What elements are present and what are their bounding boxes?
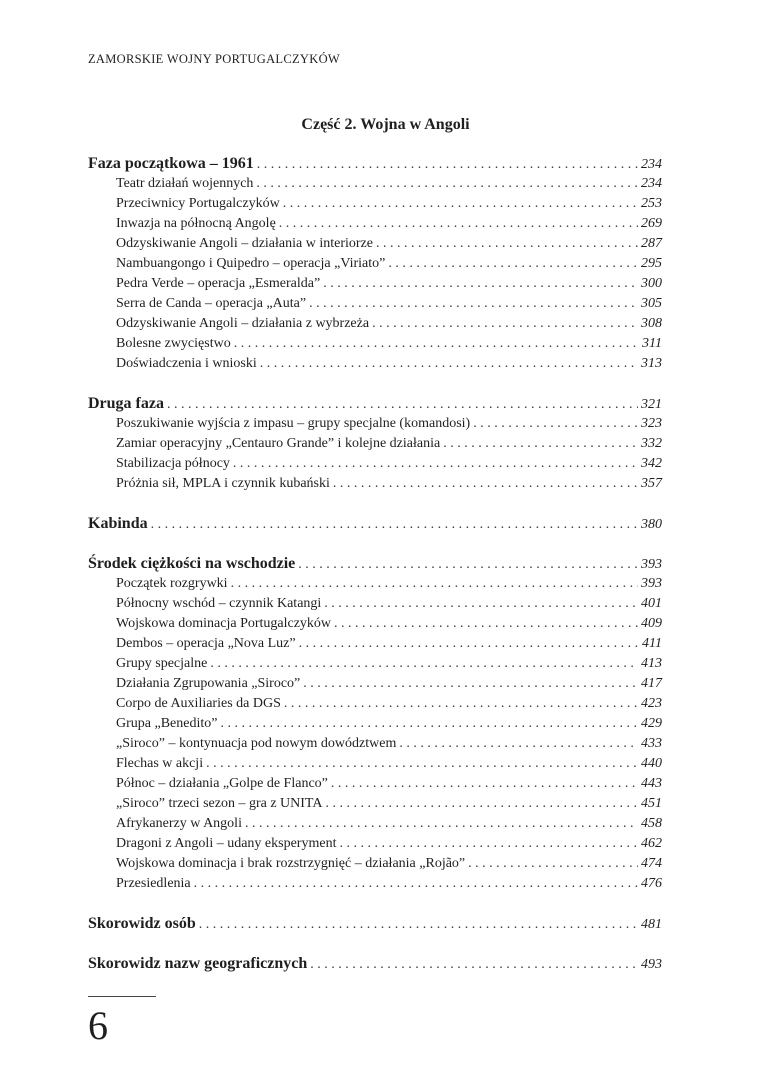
toc-section <box>88 954 662 974</box>
toc-entry-title: Dragoni z Angoli – udany eksperyment <box>116 836 337 851</box>
toc-page-number: 308 <box>641 316 662 331</box>
toc-section-heading <box>88 954 662 974</box>
toc-section-title: Kabinda <box>88 515 148 532</box>
dot-leader <box>388 254 638 274</box>
toc-entry-title: Nambuangongo i Quipedro – operacja „Viriato” <box>116 256 386 271</box>
toc-section <box>88 154 662 374</box>
toc-page-number: 295 <box>641 256 662 271</box>
toc-entry-title: Poszukiwanie wyjścia z impasu – grupy specjalne (komandosi) <box>116 416 471 431</box>
toc-entry-title: Odzyskiwanie Angoli – działania w interiorze <box>116 236 373 251</box>
toc-entry <box>88 714 662 734</box>
toc-entry <box>88 634 662 654</box>
toc-entry-title: Wojskowa dominacja i brak rozstrzygnięć – działania „Rojão” <box>116 856 466 871</box>
toc-entry-title: „Siroco” trzeci sezon – gra z UNITA <box>116 796 323 811</box>
dot-leader <box>151 515 638 535</box>
footer-rule <box>88 996 156 997</box>
toc-entry <box>88 834 662 854</box>
toc-entry-title: Odzyskiwanie Angoli – działania z wybrzeża <box>116 316 370 331</box>
dot-leader <box>283 194 638 214</box>
toc-page-number: 234 <box>641 157 662 172</box>
toc-entry <box>88 754 662 774</box>
toc-page-number: 380 <box>641 517 662 532</box>
toc-entry <box>88 174 662 194</box>
dot-leader <box>443 434 638 454</box>
toc-entry-title: Północny wschód – czynnik Katangi <box>116 596 322 611</box>
dot-leader <box>231 574 638 594</box>
toc-page-number: 411 <box>642 636 662 651</box>
toc-page-number: 476 <box>641 876 662 891</box>
dot-leader <box>310 955 638 975</box>
dot-leader <box>376 234 638 254</box>
dot-leader <box>299 634 639 654</box>
toc-entry-title: Dembos – operacja „Nova Luz” <box>116 636 296 651</box>
toc-page-number: 462 <box>641 836 662 851</box>
dot-leader <box>372 314 638 334</box>
dot-leader <box>210 654 638 674</box>
dot-leader <box>473 414 638 434</box>
toc-entry <box>88 234 662 254</box>
dot-leader <box>399 734 638 754</box>
toc-page-number: 481 <box>641 917 662 932</box>
toc-section-heading <box>88 554 662 574</box>
dot-leader <box>233 454 638 474</box>
toc-page-number: 305 <box>641 296 662 311</box>
toc-section-heading <box>88 514 662 534</box>
toc-page-number: 458 <box>641 816 662 831</box>
dot-leader <box>303 674 638 694</box>
toc-entry <box>88 574 662 594</box>
toc-entry <box>88 294 662 314</box>
toc-entry-title: Flechas w akcji <box>116 756 204 771</box>
toc-page-number: 429 <box>641 716 662 731</box>
dot-leader <box>325 794 638 814</box>
toc-section-heading <box>88 394 662 414</box>
toc-entry-title: Inwazja na północną Angolę <box>116 216 276 231</box>
toc-entry <box>88 214 662 234</box>
toc-entry-title: Teatr działań wojennych <box>116 176 254 191</box>
toc-section-heading <box>88 154 662 174</box>
toc-entry <box>88 254 662 274</box>
toc-entry-title: Przesiedlenia <box>116 876 191 891</box>
toc-section-title: Druga faza <box>88 395 164 412</box>
toc-page-number: 393 <box>641 576 662 591</box>
toc-page-number: 253 <box>641 196 662 211</box>
toc-entry <box>88 694 662 714</box>
running-head: ZAMORSKIE WOJNY PORTUGALCZYKÓW <box>88 52 340 66</box>
dot-leader <box>194 874 638 894</box>
toc-page-number: 474 <box>641 856 662 871</box>
toc-page-number: 313 <box>641 356 662 371</box>
toc-page-number: 417 <box>641 676 662 691</box>
dot-leader <box>333 474 638 494</box>
toc-entry <box>88 414 662 434</box>
toc-page-number: 342 <box>641 456 662 471</box>
dot-leader <box>234 334 639 354</box>
toc-entry-title: Początek rozgrywki <box>116 576 228 591</box>
toc-section-title: Skorowidz osób <box>88 915 196 932</box>
toc-page-number: 443 <box>641 776 662 791</box>
dot-leader <box>284 694 638 714</box>
dot-leader <box>334 614 638 634</box>
toc-page-number: 493 <box>641 957 662 972</box>
dot-leader <box>323 274 638 294</box>
toc-entry-title: Bolesne zwycięstwo <box>116 336 231 351</box>
toc-section <box>88 914 662 934</box>
toc-entry <box>88 794 662 814</box>
dot-leader <box>199 915 638 935</box>
toc-page-number: 311 <box>642 336 662 351</box>
page-number: 6 <box>88 1003 108 1048</box>
dot-leader <box>468 854 638 874</box>
toc-page-number: 269 <box>641 216 662 231</box>
toc-page-number: 413 <box>641 656 662 671</box>
toc-page-number: 433 <box>641 736 662 751</box>
toc-entry-title: Próżnia sił, MPLA i czynnik kubański <box>116 476 330 491</box>
toc-entry-title: Doświadczenia i wnioski <box>116 356 257 371</box>
dot-leader <box>309 294 638 314</box>
toc-entry-title: Stabilizacja północy <box>116 456 230 471</box>
toc-section <box>88 394 662 494</box>
table-of-contents <box>88 154 662 994</box>
dot-leader <box>331 774 638 794</box>
toc-entry-title: Zamiar operacyjny „Centauro Grande” i kolejne działania <box>116 436 441 451</box>
toc-section-title: Faza początkowa – 1961 <box>88 155 254 172</box>
toc-entry <box>88 354 662 374</box>
toc-entry-title: Grupa „Benedito” <box>116 716 218 731</box>
toc-page-number: 440 <box>641 756 662 771</box>
toc-entry-title: Działania Zgrupowania „Siroco” <box>116 676 301 691</box>
toc-page-number: 401 <box>641 596 662 611</box>
toc-entry <box>88 874 662 894</box>
toc-entry-title: Pedra Verde – operacja „Esmeralda” <box>116 276 321 291</box>
toc-page-number: 332 <box>641 436 662 451</box>
toc-entry <box>88 474 662 494</box>
dot-leader <box>167 395 638 415</box>
toc-entry <box>88 434 662 454</box>
toc-page-number: 423 <box>641 696 662 711</box>
toc-entry <box>88 194 662 214</box>
toc-entry <box>88 314 662 334</box>
toc-entry-title: Afrykanerzy w Angoli <box>116 816 242 831</box>
toc-section-title: Skorowidz nazw geograficznych <box>88 955 308 972</box>
toc-section-title: Środek ciężkości na wschodzie <box>88 555 296 572</box>
toc-entry <box>88 654 662 674</box>
toc-page-number: 393 <box>641 557 662 572</box>
toc-entry-title: Corpo de Auxiliaries da DGS <box>116 696 281 711</box>
dot-leader <box>256 174 638 194</box>
toc-page-number: 287 <box>641 236 662 251</box>
toc-entry-title: „Siroco” – kontynuacja pod nowym dowództwem <box>116 736 397 751</box>
dot-leader <box>220 714 638 734</box>
toc-page-number: 234 <box>641 176 662 191</box>
toc-entry <box>88 674 662 694</box>
toc-entry-title: Wojskowa dominacja Portugalczyków <box>116 616 332 631</box>
toc-entry <box>88 814 662 834</box>
dot-leader <box>279 214 638 234</box>
dot-leader <box>339 834 638 854</box>
toc-entry <box>88 454 662 474</box>
toc-entry <box>88 334 662 354</box>
dot-leader <box>260 354 638 374</box>
toc-section <box>88 514 662 534</box>
toc-entry-title: Grupy specjalne <box>116 656 208 671</box>
toc-entry <box>88 594 662 614</box>
dot-leader <box>206 754 638 774</box>
toc-section <box>88 554 662 894</box>
toc-entry <box>88 774 662 794</box>
toc-page-number: 323 <box>641 416 662 431</box>
dot-leader <box>245 814 638 834</box>
toc-entry <box>88 734 662 754</box>
toc-page-number: 451 <box>641 796 662 811</box>
toc-section-heading <box>88 914 662 934</box>
toc-entry-title: Przeciwnicy Portugalczyków <box>116 196 280 211</box>
toc-entry <box>88 274 662 294</box>
toc-page-number: 409 <box>641 616 662 631</box>
toc-entry-title: Północ – działania „Golpe de Flanco” <box>116 776 328 791</box>
toc-entry <box>88 614 662 634</box>
part-title: Część 2. Wojna w Angoli <box>301 116 470 133</box>
toc-page-number: 300 <box>641 276 662 291</box>
toc-page-number: 357 <box>641 476 662 491</box>
toc-entry-title: Serra de Canda – operacja „Auta” <box>116 296 307 311</box>
dot-leader <box>324 594 638 614</box>
toc-entry <box>88 854 662 874</box>
dot-leader <box>257 155 638 175</box>
dot-leader <box>298 555 638 575</box>
toc-page-number: 321 <box>641 397 662 412</box>
